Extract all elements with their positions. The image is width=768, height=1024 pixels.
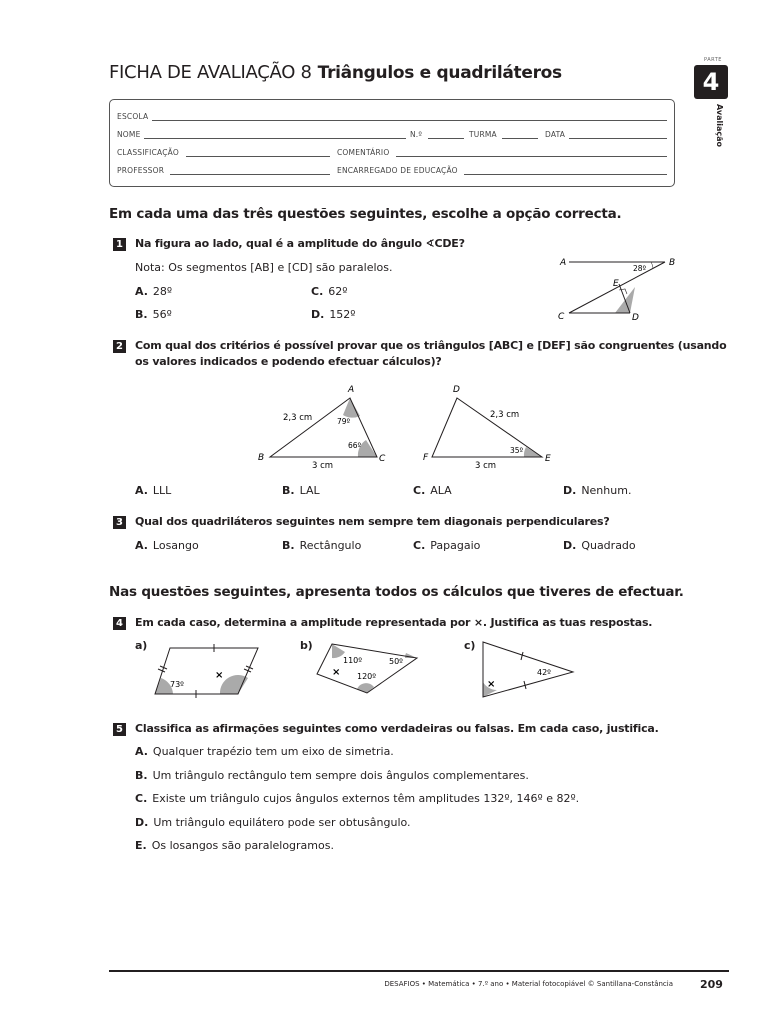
q1-option-a[interactable]: A. 28º: [135, 285, 173, 298]
q3-option-b[interactable]: B. Rectângulo: [282, 539, 362, 552]
q4-number: 4: [113, 617, 126, 630]
q4-text: Em cada caso, determina a amplitude representada por ×. Justifica as tuas respostas.: [135, 616, 653, 629]
q2-option-d[interactable]: D. Nenhum.: [563, 484, 632, 497]
q2-tri2-angE: 35º: [510, 446, 524, 455]
student-info-form: [109, 99, 675, 187]
q2-label-d: D: [453, 385, 460, 395]
q4-label-b: b): [300, 639, 313, 652]
tab-small-label: PARTE: [704, 57, 722, 63]
form-encarregado-field[interactable]: [464, 174, 667, 175]
q4-label-c: c): [464, 639, 476, 652]
q2-text-line2: os valores indicados e podendo efectuar cálculos)?: [135, 355, 442, 368]
page-title: [109, 62, 562, 83]
q5-number: 5: [113, 723, 126, 736]
q4b-mark: ×: [332, 667, 341, 678]
q1-angle-label: 28º: [633, 264, 647, 273]
form-numero-label: N.º: [410, 130, 423, 139]
form-encarregado-label: ENCARREGADO DE EDUCAÇÃO: [337, 166, 458, 175]
form-numero-field[interactable]: [428, 138, 464, 139]
q4-label-a: a): [135, 639, 148, 652]
title-sub: Triângulos e quadriláteros: [317, 63, 562, 83]
q5-item-a: A. Qualquer trapézio tem um eixo de simetria.: [135, 745, 394, 758]
q2-option-a[interactable]: A. LLL: [135, 484, 172, 497]
section2-heading: Nas questões seguintes, apresenta todos os cálculos que tiveres de efectuar.: [109, 584, 684, 600]
q2-figure: [250, 380, 570, 472]
q5-item-b: B. Um triângulo rectângulo tem sempre dois ângulos complementares.: [135, 769, 529, 782]
section1-heading: Em cada uma das três questões seguintes, escolhe a opção correcta.: [109, 206, 622, 222]
form-nome-field[interactable]: [144, 138, 406, 139]
form-nome-label: NOME: [117, 130, 141, 139]
q1-label-b: B: [669, 258, 676, 268]
q2-tri1-side1: 2,3 cm: [283, 413, 313, 423]
part-number-badge: 4: [694, 65, 728, 99]
q4b-quadrilateral: [312, 640, 422, 696]
title-main: FICHA DE AVALIAÇÃO 8: [109, 62, 312, 83]
q3-option-d[interactable]: D. Quadrado: [563, 539, 636, 552]
q5-item-e: E. Os losangos são paralelogramos.: [135, 839, 334, 852]
form-data-field[interactable]: [569, 138, 667, 139]
q1-label-e: E: [613, 279, 619, 289]
q2-text-line1: Com qual dos critérios é possível provar que os triângulos [ABC] e [DEF] são congruentes (usando: [135, 339, 727, 352]
q1-label-a: A: [560, 258, 567, 268]
form-classificacao-field[interactable]: [186, 156, 330, 157]
q2-tri1-side2: 3 cm: [312, 461, 334, 471]
q2-tri1-angC: 66º: [348, 441, 362, 450]
q2-number: 2: [113, 340, 126, 353]
q2-label-e: E: [545, 454, 551, 464]
q1-text: Na figura ao lado, qual é a amplitude do ângulo ∢CDE?: [135, 237, 465, 250]
q1-label-c: C: [558, 312, 565, 322]
q5-item-c: C. Existe um triângulo cujos ângulos externos têm amplitudes 132º, 146º e 82º.: [135, 792, 580, 805]
page-number: 209: [700, 978, 723, 991]
q3-text: Qual dos quadriláteros seguintes nem sempre tem diagonais perpendiculares?: [135, 515, 610, 528]
q2-option-c[interactable]: C. ALA: [413, 484, 452, 497]
q4a-angle: 73º: [170, 680, 184, 689]
q4a-mark: ×: [215, 670, 224, 681]
q5-text: Classifica as afirmações seguintes como verdadeiras ou falsas. Em cada caso, justifica.: [135, 722, 659, 735]
q2-tri1-angA: 79º: [337, 417, 351, 426]
q2-label-a: A: [348, 385, 355, 395]
q2-label-f: F: [423, 453, 429, 463]
q2-option-b[interactable]: B. LAL: [282, 484, 320, 497]
side-tab: [704, 104, 734, 152]
q1-option-c[interactable]: C. 62º: [311, 285, 348, 298]
form-escola-label: ESCOLA: [117, 112, 149, 121]
form-turma-label: TURMA: [469, 130, 497, 139]
side-tab-label: Avaliação: [715, 104, 724, 148]
q4c-triangle: [475, 638, 580, 700]
form-professor-field[interactable]: [170, 174, 330, 175]
q3-option-c[interactable]: C. Papagaio: [413, 539, 481, 552]
q1-option-d[interactable]: D. 152º: [311, 308, 356, 321]
q4b-angle3: 120º: [357, 672, 377, 681]
q2-label-b: B: [258, 453, 265, 463]
form-turma-field[interactable]: [502, 138, 538, 139]
form-data-label: DATA: [545, 130, 566, 139]
q4a-parallelogram: [148, 642, 268, 700]
q3-number: 3: [113, 516, 126, 529]
q2-label-c: C: [379, 454, 386, 464]
form-professor-label: PROFESSOR: [117, 166, 165, 175]
form-comentario-field[interactable]: [396, 156, 667, 157]
form-escola-field[interactable]: [152, 120, 667, 121]
q4c-mark: ×: [487, 679, 496, 690]
q4b-angle2: 50º: [389, 657, 403, 666]
q4b-angle1: 110º: [343, 656, 363, 665]
footer-text: DESAFIOS • Matemática • 7.º ano • Material fotocopiável © Santillana-Constância: [384, 980, 673, 988]
q2-tri2-side2: 3 cm: [475, 461, 497, 471]
q4c-angle: 42º: [537, 668, 551, 677]
q1-label-d: D: [632, 313, 639, 323]
form-classificacao-label: CLASSIFICAÇÃO: [117, 148, 179, 157]
q1-number: 1: [113, 238, 126, 251]
q2-tri2-side1: 2,3 cm: [490, 410, 520, 420]
q1-option-b[interactable]: B. 56º: [135, 308, 172, 321]
q1-note: Nota: Os segmentos [AB] e [CD] são paralelos.: [135, 261, 393, 274]
q5-item-d: D. Um triângulo equilátero pode ser obtusângulo.: [135, 816, 411, 829]
footer-rule: [109, 970, 729, 972]
q3-option-a[interactable]: A. Losango: [135, 539, 199, 552]
q1-figure: [555, 250, 685, 325]
form-comentario-label: COMENTÁRIO: [337, 148, 390, 157]
